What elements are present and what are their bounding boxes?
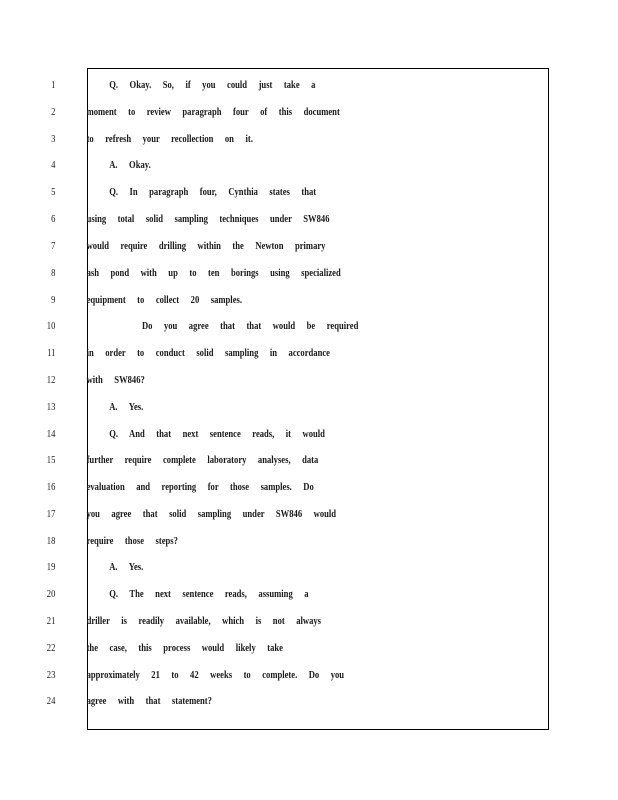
transcript-line xyxy=(0,477,482,497)
line-number: 18 xyxy=(46,535,56,547)
line-text: in order to conduct solid sampling in accordance xyxy=(86,347,330,359)
line-text: Q. In paragraph four, Cynthia states that xyxy=(109,186,317,198)
line-number: 15 xyxy=(46,454,56,466)
line-number: 6 xyxy=(51,213,56,225)
line-text: further require complete laboratory analyses, data xyxy=(86,454,319,466)
line-number: 16 xyxy=(46,481,56,493)
transcript-line xyxy=(0,504,482,524)
line-number: 4 xyxy=(51,159,56,171)
line-number: 24 xyxy=(46,695,56,707)
line-number: 17 xyxy=(46,508,56,520)
transcript-line xyxy=(0,155,482,175)
transcript-line xyxy=(0,263,482,283)
transcript-line xyxy=(0,611,482,631)
line-text: A. Yes. xyxy=(109,561,144,573)
transcript-line xyxy=(0,209,482,229)
line-text: the case, this process would likely take xyxy=(86,642,283,654)
transcript-line xyxy=(0,236,482,256)
transcript-line xyxy=(0,182,482,202)
line-text: A. Okay. xyxy=(109,159,151,171)
line-number: 12 xyxy=(46,374,56,386)
line-number: 7 xyxy=(51,240,56,252)
line-number: 11 xyxy=(47,347,56,359)
line-text: evaluation and reporting for those samples. Do xyxy=(86,481,314,493)
line-number: 13 xyxy=(46,401,56,413)
line-text: Q. And that next sentence reads, it would xyxy=(109,428,325,440)
line-number: 20 xyxy=(46,588,56,600)
line-text: approximately 21 to 42 weeks to complete. Do you xyxy=(86,669,345,681)
line-number: 19 xyxy=(46,561,56,573)
line-number: 10 xyxy=(46,320,56,332)
transcript-line xyxy=(0,290,482,310)
transcript-line xyxy=(0,397,482,417)
transcript-line xyxy=(0,584,482,604)
line-text: A. Yes. xyxy=(109,401,144,413)
line-number: 9 xyxy=(51,294,56,306)
transcript-line xyxy=(0,316,482,336)
line-number: 2 xyxy=(51,106,56,118)
transcript-line xyxy=(0,424,482,444)
line-text: agree with that statement? xyxy=(86,695,212,707)
line-number: 23 xyxy=(46,669,56,681)
line-text: would require drilling within the Newton primary xyxy=(86,240,326,252)
transcript-line xyxy=(0,75,482,95)
line-text: require those steps? xyxy=(86,535,178,547)
transcript-line xyxy=(0,370,482,390)
line-number: 5 xyxy=(51,186,56,198)
line-number: 3 xyxy=(51,133,56,145)
line-text: ash pond with up to ten borings using specialized xyxy=(86,267,341,279)
line-number: 14 xyxy=(46,428,56,440)
transcript-line xyxy=(0,691,482,711)
line-text: to refresh your recollection on it. xyxy=(86,133,253,145)
transcript-line xyxy=(0,557,482,577)
line-text: Q. Okay. So, if you could just take a xyxy=(109,79,316,91)
line-text: driller is readily available, which is not always xyxy=(86,615,322,627)
transcript-line xyxy=(0,531,482,551)
transcript-line xyxy=(0,638,482,658)
transcript-line xyxy=(0,343,482,363)
transcript-line xyxy=(0,665,482,685)
transcript-line xyxy=(0,129,482,149)
line-text: equipment to collect 20 samples. xyxy=(86,294,242,306)
line-number: 22 xyxy=(46,642,56,654)
line-text: Q. The next sentence reads, assuming a xyxy=(109,588,309,600)
line-number: 1 xyxy=(51,79,56,91)
line-text: using total solid sampling techniques under SW846 xyxy=(86,213,330,225)
transcript-line xyxy=(0,450,482,470)
transcript-line xyxy=(0,102,482,122)
line-text: Do you agree that that would be required xyxy=(141,320,359,332)
line-text: with SW846? xyxy=(86,374,145,386)
line-number: 21 xyxy=(46,615,56,627)
line-text: moment to review paragraph four of this document xyxy=(86,106,340,118)
line-text: you agree that solid sampling under SW846 would xyxy=(86,508,337,520)
line-number: 8 xyxy=(51,267,56,279)
